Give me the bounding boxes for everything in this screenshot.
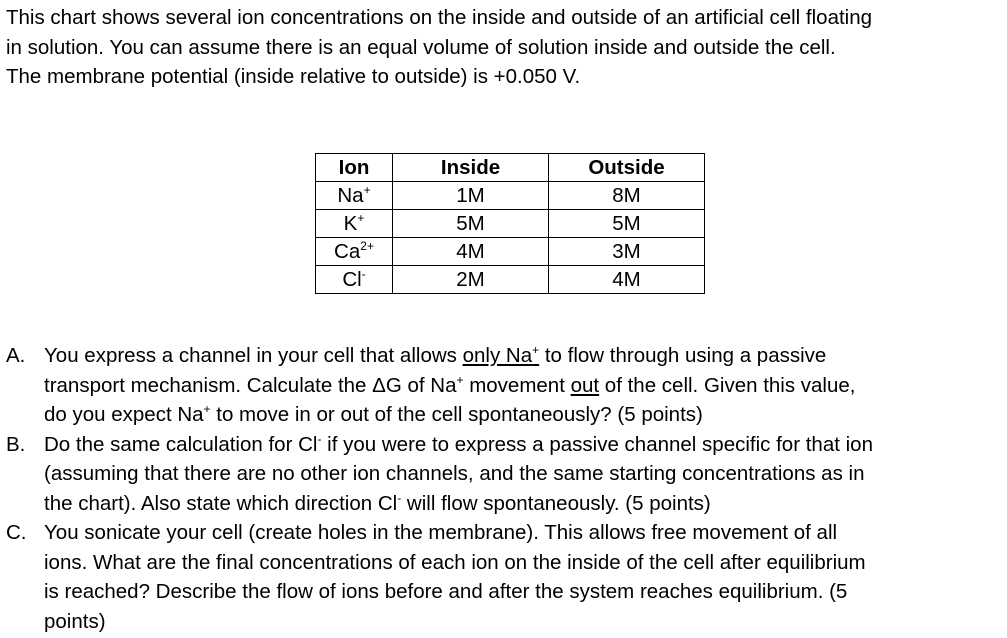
question-line: ions. What are the final concentrations of each ion on the inside of the cell after equilibrium bbox=[44, 550, 866, 574]
ion-charge: + bbox=[203, 402, 211, 416]
underlined-text bbox=[463, 344, 540, 367]
question-line: points) bbox=[44, 609, 106, 633]
intro-line: This chart shows several ion concentrations on the inside and outside of an artificial cell floating bbox=[6, 6, 873, 29]
question-line bbox=[44, 489, 1006, 519]
question-line: is reached? Describe the flow of ions before and after the system reaches equilibrium. (5 bbox=[44, 580, 848, 603]
question-line bbox=[44, 400, 1006, 430]
header-inside: Inside bbox=[393, 154, 549, 182]
text-run: the chart). Also state which direction Cl bbox=[44, 491, 398, 515]
intro-line: in solution. You can assume there is an equal volume of solution inside and outside the cell. bbox=[6, 35, 836, 59]
question-list bbox=[6, 341, 1006, 636]
text-run: only Na bbox=[462, 344, 533, 367]
table-row bbox=[316, 182, 705, 210]
text-run: do you expect Na bbox=[44, 403, 204, 426]
outside-cell: 8M bbox=[549, 182, 705, 210]
inside-cell: 5M bbox=[393, 210, 549, 238]
ion-concentration-table bbox=[315, 153, 705, 294]
question-a bbox=[6, 341, 1006, 430]
ion-charge: 2+ bbox=[360, 238, 374, 253]
text-run: if you were to express a passive channel specific for that ion bbox=[321, 432, 873, 456]
question-marker: A. bbox=[6, 344, 26, 367]
ion-charge: - bbox=[397, 490, 402, 505]
text-run: Do the same calculation for Cl bbox=[44, 432, 318, 456]
header-ion: Ion bbox=[316, 154, 393, 182]
question-marker: B. bbox=[6, 432, 26, 456]
underlined-text: out bbox=[570, 373, 600, 397]
ion-charge: + bbox=[456, 372, 464, 387]
text-run: transport mechanism. Calculate the ΔG of Na bbox=[44, 373, 457, 397]
ion-cell bbox=[316, 238, 393, 266]
ion-symbol: Ca bbox=[334, 239, 361, 263]
outside-cell: 4M bbox=[549, 266, 705, 294]
inside-cell: 4M bbox=[393, 238, 549, 266]
table-row bbox=[316, 238, 705, 266]
text-run: to move in or out of the cell spontaneously? (5 points) bbox=[210, 403, 703, 426]
outside-cell: 5M bbox=[549, 210, 705, 238]
ion-charge: + bbox=[357, 210, 365, 225]
question-line: You sonicate your cell (create holes in the membrane). This allows free movement of all bbox=[44, 521, 838, 544]
ion-cell bbox=[316, 182, 393, 210]
ion-charge: + bbox=[363, 182, 371, 197]
ion-symbol: Na bbox=[337, 183, 364, 207]
question-line bbox=[44, 371, 1006, 401]
question-c bbox=[6, 518, 1006, 636]
question-marker: C. bbox=[6, 521, 27, 544]
ion-charge: - bbox=[361, 266, 366, 281]
question-line bbox=[44, 341, 1006, 371]
ion-charge: - bbox=[317, 431, 322, 446]
outside-cell: 3M bbox=[549, 238, 705, 266]
text-run: movement bbox=[463, 373, 571, 397]
table-header-row bbox=[316, 154, 705, 182]
text-run: will flow spontaneously. (5 points) bbox=[401, 491, 711, 515]
table-row bbox=[316, 266, 705, 294]
question-b bbox=[6, 430, 1006, 519]
ion-charge: + bbox=[532, 343, 540, 357]
intro-paragraph bbox=[6, 3, 1006, 92]
text-run: You express a channel in your cell that allows bbox=[44, 344, 463, 367]
text-run: to flow through using a passive bbox=[539, 344, 827, 367]
ion-cell bbox=[316, 266, 393, 294]
ion-symbol: Cl bbox=[342, 267, 362, 291]
intro-line: The membrane potential (inside relative to outside) is +0.050 V. bbox=[6, 65, 581, 88]
question-line bbox=[44, 430, 1006, 460]
inside-cell: 1M bbox=[393, 182, 549, 210]
header-outside: Outside bbox=[549, 154, 705, 182]
inside-cell: 2M bbox=[393, 266, 549, 294]
question-line: (assuming that there are no other ion channels, and the same starting concentrations as in bbox=[44, 462, 865, 485]
ion-cell bbox=[316, 210, 393, 238]
ion-symbol: K bbox=[343, 211, 358, 235]
text-run: of the cell. Given this value, bbox=[599, 373, 856, 397]
table-row bbox=[316, 210, 705, 238]
